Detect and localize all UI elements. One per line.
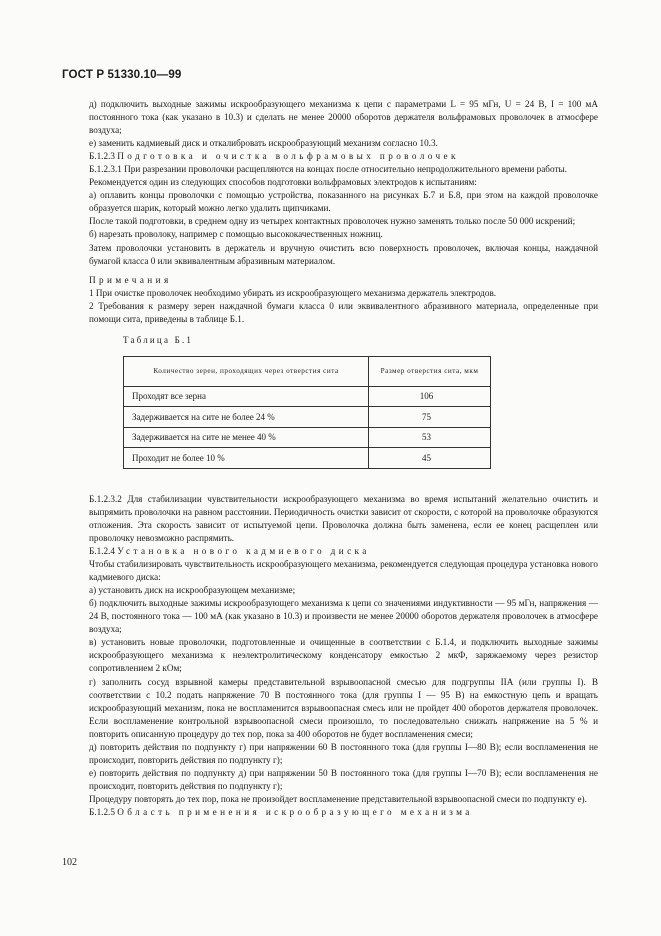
section-b125-heading <box>89 806 598 819</box>
table-row <box>124 386 491 407</box>
note-2: 2 Требования к размеру зерен наждачной бумаги класса 0 или эквивалентного абразивного материала, определенные при помощи сита, приведены в таблице Б.1. <box>89 300 598 324</box>
section-title: Область применения искрообразующего механизма <box>117 806 473 817</box>
paragraph: Б.1.2.3.2 Для стабилизации чувствительности искрообразующего механизма во время испытаний желательно очистить и выпрямить проволочки на равном расстоянии. Периодичность очистки зависит от скорости, с которой на проволочке образуются отложения. Эта скорость зависит от испытуемой цепи. Проволочка должна быть заменена, если ее конец расщеплен или проволочку невозможно распрямить. <box>89 493 598 543</box>
page-content <box>89 98 598 819</box>
table-caption: Таблица Б.1 <box>123 334 194 345</box>
table-cell-label: Проходит не более 10 % <box>124 448 369 469</box>
list-item: б) подключить выходные зажимы искрообразующего механизма к цепи со значениями индуктивности — 95 мГн, напряжения — 24 В, постоянного тока — 100 мА (как указано в 10.3) и произвести не менее 20000 оборотов держателя проволочек в атмосфере воздуха; <box>89 598 598 635</box>
page-number: 102 <box>62 857 77 868</box>
section-number: Б.1.2.5 <box>89 806 115 817</box>
notes-title: Примечания <box>89 274 172 285</box>
section-b123-heading <box>89 150 598 163</box>
item-d-paragraph: д) подключить выходные зажимы искрообразующего механизма к цепи с параметрами L = 95 мГн, U = 24 В, I = 100 мА постоянного тока (как указано в 10.3) и сделать не менее 20000 оборотов держателя вольфрамовых проволочек в атмосфере воздуха; <box>89 99 598 136</box>
table-row <box>124 448 491 469</box>
table-cell-value: 75 <box>369 407 491 428</box>
paragraph: Б.1.2.3.1 При разрезании проволочки расщепляются на концах после относительно непродолжительного времени работы. <box>89 164 567 175</box>
list-item: г) заполнить сосуд взрывной камеры представительной взрывоопасной смесью для подгруппы IIA (или группы I). В соответствии с 10.2 подать напряжение 70 В постоянного тока (для группы I — 95 В) на емкостную цепь и вращать искрообразующий механизм, пока не воспламенится взрывоопасная смесь или не пройдет 400 оборотов держателя проволочек. Если воспламенение контрольной взрывоопасной смеси произошло, то последовательно снижать напряжение на 5 % и повторить описанную процедуру до тех пор, пока за 400 оборотов не будет воспламенения смеси; <box>89 676 598 739</box>
table-cell-label: Задерживается на сите не менее 40 % <box>124 427 369 448</box>
paragraph: Чтобы стабилизировать чувствительность искрообразующего механизма, рекомендуется следующая процедура установка нового кадмиевого диска: <box>89 559 598 583</box>
table-cell-label: Проходят все зерна <box>124 386 369 407</box>
column-header: Количество зерен, проходящих через отверстия сита <box>124 356 369 386</box>
paragraph: Затем проволочки установить в держатель и вручную очистить всю поверхность проволочек, включая концы, наждачной бумагой класса 0 или эквивалентным абразивным материалом. <box>89 242 598 266</box>
table-row <box>124 427 491 448</box>
paragraph: Процедуру повторять до тех пор, пока не произойдет воспламенение представительной взрывоопасной смеси по подпункту е). <box>89 793 587 804</box>
table-cell-label: Задерживается на сите не более 24 % <box>124 407 369 428</box>
section-title: Установка нового кадмиевого диска <box>117 546 370 557</box>
section-b124-heading <box>89 545 598 558</box>
list-item: д) повторить действия по подпункту г) при напряжении 60 В постоянного тока (для группы I—80 В); если воспламенения не происходит, повторить действия по подпункту г); <box>89 741 598 765</box>
list-item: а) оплавить концы проволочки с помощью устройства, показанного на рисунках Б.7 и Б.8, при этом на каждой проволочке образуется шарик, который можно легко удалить щипчиками. <box>89 190 598 214</box>
item-e-paragraph: е) заменить кадмиевый диск и откалибровать искрообразующий механизм согласно 10.3. <box>89 138 438 149</box>
column-header: Размер отверстия сита, мкм <box>369 356 491 386</box>
paragraph: Рекомендуется один из следующих способов подготовки вольфрамовых электродов к испытаниям: <box>89 177 477 188</box>
table-cell-value: 45 <box>369 448 491 469</box>
note-1: 1 При очистке проволочек необходимо убирать из искрообразующего механизма держатель электродов. <box>89 287 497 298</box>
section-title: Подготовка и очистка вольфрамовых проволочек <box>117 151 459 162</box>
section-number: Б.1.2.4 <box>89 546 115 557</box>
list-item: а) установить диск на искрообразующем механизме; <box>89 585 296 596</box>
table-cell-value: 53 <box>369 427 491 448</box>
table-row <box>124 407 491 428</box>
sieve-table <box>123 356 491 469</box>
section-number: Б.1.2.3 <box>89 151 115 162</box>
document-header: ГОСТ Р 51330.10—99 <box>62 68 182 81</box>
table-cell-value: 106 <box>369 386 491 407</box>
list-item: б) нарезать проволоку, например с помощью высококачественных ножниц. <box>89 229 383 240</box>
list-item: в) установить новые проволочки, подготовленные и очищенные в соответствии с Б.1.4, и подключить выходные зажимы искрообразующего механизма к неэлектролитическому конденсатору емкостью 2 мкФ, заряжаемому через резистор сопротивлением 2 кОм; <box>89 637 598 674</box>
paragraph: После такой подготовки, в среднем одну из четырех контактных проволочек нужно заменять только после 50 000 искрений; <box>89 216 576 227</box>
list-item: е) повторить действия по подпункту д) при напряжении 50 В постоянного тока (для группы I—70 В); если воспламенения не происходит, повторить действия по подпункту г); <box>89 767 598 791</box>
table-header-row <box>124 356 491 386</box>
